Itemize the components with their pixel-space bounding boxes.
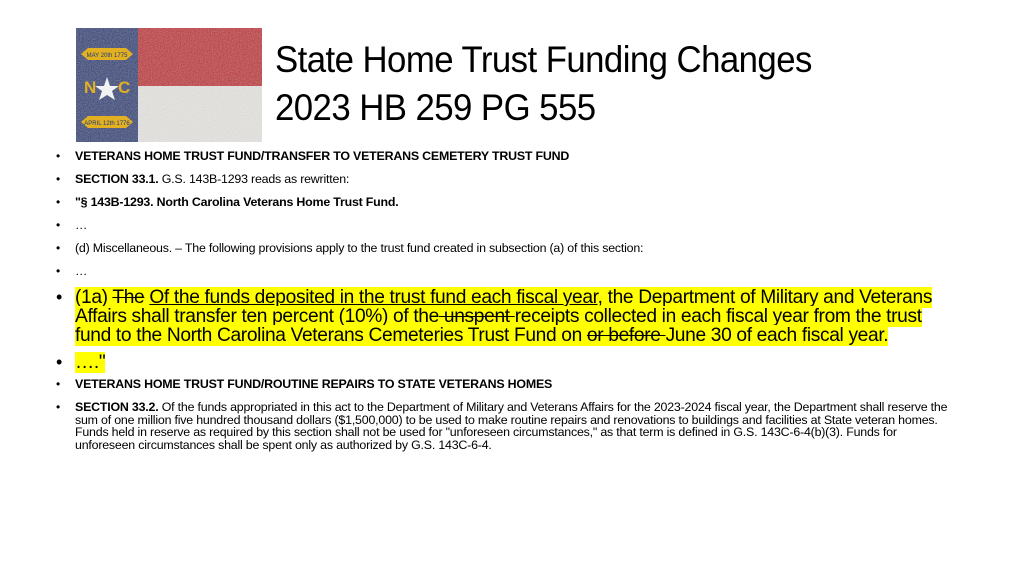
bullet-icon: • bbox=[56, 377, 61, 391]
deleted-text: unspent bbox=[438, 306, 515, 327]
section-label: SECTION 33.1. bbox=[75, 172, 159, 186]
provision-text: June 30 of each fiscal year. bbox=[665, 325, 889, 346]
bullet-icon: • bbox=[56, 264, 61, 278]
bullet-ellipsis bbox=[56, 219, 956, 232]
bullet-icon: • bbox=[56, 352, 62, 372]
bullet-icon: • bbox=[56, 149, 61, 163]
provision-text: the Department of Military and Veterans Affairs shall transfer ten percent (10%) of the bbox=[75, 287, 933, 327]
deleted-text: The bbox=[112, 287, 145, 308]
section-text: Of the funds appropriated in this act to the Department of Military and Veterans Affairs for the 2023-2024 fiscal year, the Department shall reserve the sum of one million five hundred thousand dollars ($1,500,000) to be used to make routine repairs and renovations to buildings and facilities at State veteran homes. Funds held in reserve as required by this section shall not be used for "unforeseen circumstances," as that term is defined in G.S. 143C-6-4(b)(3). Funds for unforeseen circumstances shall be spent only as authorized by G.S. 143C-6-4. bbox=[75, 400, 948, 452]
svg-text:MAY 20th 1775: MAY 20th 1775 bbox=[86, 53, 128, 59]
provision-number: (1a) bbox=[75, 287, 113, 308]
bullet-icon: • bbox=[56, 172, 61, 186]
ellipsis-text: … bbox=[75, 218, 88, 232]
heading-text: VETERANS HOME TRUST FUND/ROUTINE REPAIRS TO STATE VETERANS HOMES bbox=[75, 377, 553, 391]
provision-text: receipts collected in each fiscal year from the trust fund to the North Carolina Veterans Cemeteries Trust Fund on bbox=[75, 306, 922, 346]
bullet-section-33-2 bbox=[56, 401, 956, 451]
bullet-list bbox=[56, 150, 956, 451]
bullet-section-33-1 bbox=[56, 173, 956, 186]
bullet-icon: • bbox=[56, 400, 61, 414]
bullet-icon: • bbox=[56, 241, 61, 255]
svg-text:N: N bbox=[84, 78, 97, 97]
bullet-icon: • bbox=[56, 218, 61, 232]
bullet-miscellaneous bbox=[56, 242, 956, 255]
bullet-ellipsis bbox=[56, 265, 956, 278]
highlighted-provision bbox=[75, 287, 932, 346]
inserted-text: Of the funds deposited in the trust fund each fiscal year, bbox=[149, 287, 603, 308]
bullet-icon: • bbox=[56, 195, 61, 209]
title-line-2: 2023 HB 259 PG 555 bbox=[275, 87, 596, 128]
section-label: SECTION 33.2. bbox=[75, 400, 159, 414]
ellipsis-text: … bbox=[75, 264, 88, 278]
svg-text:APRIL 12th 1776: APRIL 12th 1776 bbox=[84, 121, 130, 127]
section-text: G.S. 143B-1293 reads as rewritten: bbox=[158, 172, 350, 186]
svg-text:C: C bbox=[118, 78, 131, 97]
miscellaneous-text: (d) Miscellaneous. – The following provisions apply to the trust fund created in subsection (a) of this section: bbox=[75, 241, 644, 255]
statute-title-text: "§ 143B-1293. North Carolina Veterans Home Trust Fund. bbox=[75, 195, 399, 209]
bullet-statute-title bbox=[56, 196, 956, 209]
bullet-icon: • bbox=[56, 287, 62, 307]
bullet-closing-ellipsis bbox=[56, 353, 956, 372]
bullet-provision-1a bbox=[56, 288, 956, 345]
closing-ellipsis-text: …." bbox=[75, 352, 106, 373]
deleted-text: or before bbox=[586, 325, 666, 346]
title-line-1: State Home Trust Funding Changes bbox=[275, 39, 812, 80]
bullet-heading-repairs bbox=[56, 378, 956, 391]
heading-text: VETERANS HOME TRUST FUND/TRANSFER TO VETERANS CEMETERY TRUST FUND bbox=[75, 149, 570, 163]
slide-title bbox=[275, 36, 812, 132]
bullet-heading-transfer bbox=[56, 150, 956, 163]
nc-flag-image bbox=[76, 28, 262, 142]
